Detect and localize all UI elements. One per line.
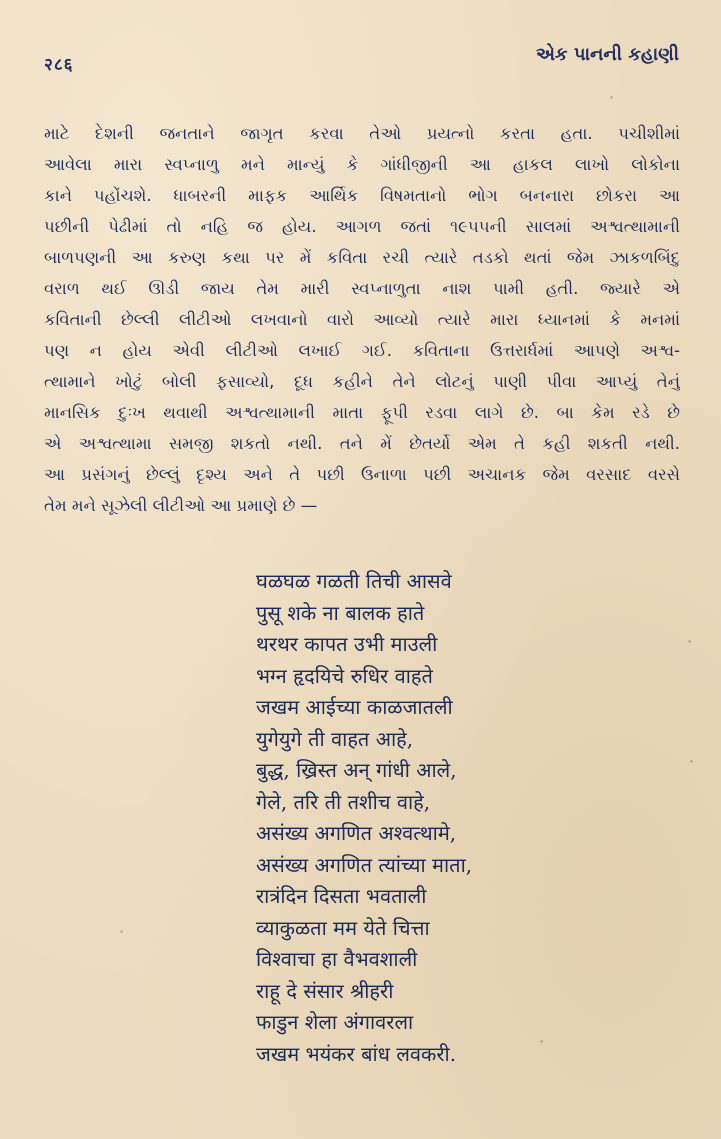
verse-line: राहू दे संसार श्रीहरी — [256, 978, 394, 1003]
prose-line: આ પ્રસંગનું છેલ્લું દૃશ્ય અને તે પછી ઉનાળા પછી અચાનક જેમ વરસાદ વરસે — [44, 465, 680, 484]
verse-line: बुद्ध, ख्रिस्त अन् गांधी आले, — [256, 758, 457, 782]
running-head: એક પાનની કહાણી — [535, 44, 679, 65]
verse-line: थरथर कापत उभी माउली — [256, 632, 438, 656]
paper-speck — [540, 1040, 543, 1043]
verse-line: जखम भयंकर बांध लवकरी. — [256, 1041, 457, 1066]
verse-line: विश्वाचा हा वैभवशाली — [256, 947, 418, 971]
paper-speck — [688, 640, 691, 643]
verse-line: व्याकुळता मम येते चित्ता — [256, 915, 430, 940]
prose-line: વરાળ થઈ ઊડી જાય તેમ મારી સ્વપ્નાળુતા નાશ પામી હતી. જ્યારે એ — [44, 279, 680, 298]
paper-speck — [610, 96, 613, 99]
marathi-verse — [256, 566, 586, 1070]
prose-line: તેમ મને સૂઝેલી લીટીઓ આ પ્રમાણે છે — — [44, 496, 318, 515]
prose-line: પણ ન હોય એવી લીટીઓ લખાઈ ગઈ. કવિતાના ઉત્તરાર્ધમાં આપણે અશ્વ- — [44, 341, 680, 360]
paper-speck — [690, 760, 693, 763]
verse-line: युगेयुगे ती वाहत आहे, — [256, 726, 414, 751]
prose-line: પછીની પેઢીમાં તો નહિ જ હોય. આગળ જતાં ૧૯૫૫ની સાલમાં અશ્વત્થામાની — [44, 217, 680, 236]
prose-line: માટે દેશની જનતાને જાગૃત કરવા તેઓ પ્રયત્નો કરતા હતા. પચીશીમાં — [44, 124, 680, 143]
verse-line: गेले, तरि ती तशीच वाहे, — [256, 789, 431, 814]
verse-line: भग्न हृदयिचे रुधिर वाहते — [256, 663, 433, 688]
prose-line: આવેલા મારા સ્વપ્નાળુ મને માન્યું કે ગાંધીજીની આ હાકલ લાખો લોકોના — [44, 155, 680, 174]
prose-line: કવિતાની છેલ્લી લીટીઓ લખવાનો વારો આવ્યો ત્યારે મારા ધ્યાનમાં કે મનમાં — [44, 310, 680, 329]
page-number: २८६ — [44, 55, 74, 75]
paper-speck — [120, 930, 123, 933]
prose-line: માનસિક દુઃખ થવાથી અશ્વત્થામાની માતા ફૂપી રડવા લાગે છે. બા કેમ રડે છે — [44, 403, 680, 422]
prose-line: બાળપણની આ કરુણ કથા પર મેં કવિતા રચી ત્યારે તડકો થતાં જેમ ઝાકળબિંદુ — [44, 248, 680, 267]
verse-line: घळघळ गळती तिची आसवे — [256, 569, 452, 593]
prose-line: એ અશ્વત્થામા સમજી શકતો નથી. તને મેં છેતર્યો એમ તે કહી શકતી નથી. — [44, 434, 680, 453]
verse-line: असंख्य अगणित त्यांच्या माता, — [256, 852, 473, 877]
verse-line: फाडुन शेला अंगावरला — [256, 1010, 414, 1034]
prose-line: ત્થામાને ખોટું બોલી ફસાવ્યો, દૂધ કહીને તેને લોટનું પાણી પીવા આપ્યું તેનું — [44, 372, 680, 391]
verse-line: असंख्य अगणित अश्वत्थामे, — [256, 821, 457, 845]
prose-paragraph — [44, 118, 680, 521]
prose-line: કાને પહોંચશે. ધાબરની માફક આર્થિક વિષમતાનો ભોગ બનનારા છોકરા આ — [44, 186, 680, 205]
verse-line: जखम आईच्या काळजातली — [256, 695, 453, 719]
verse-line: पुसू शके ना बालक हाते — [256, 600, 425, 625]
verse-line: रात्रंदिन दिसता भवताली — [256, 884, 427, 908]
